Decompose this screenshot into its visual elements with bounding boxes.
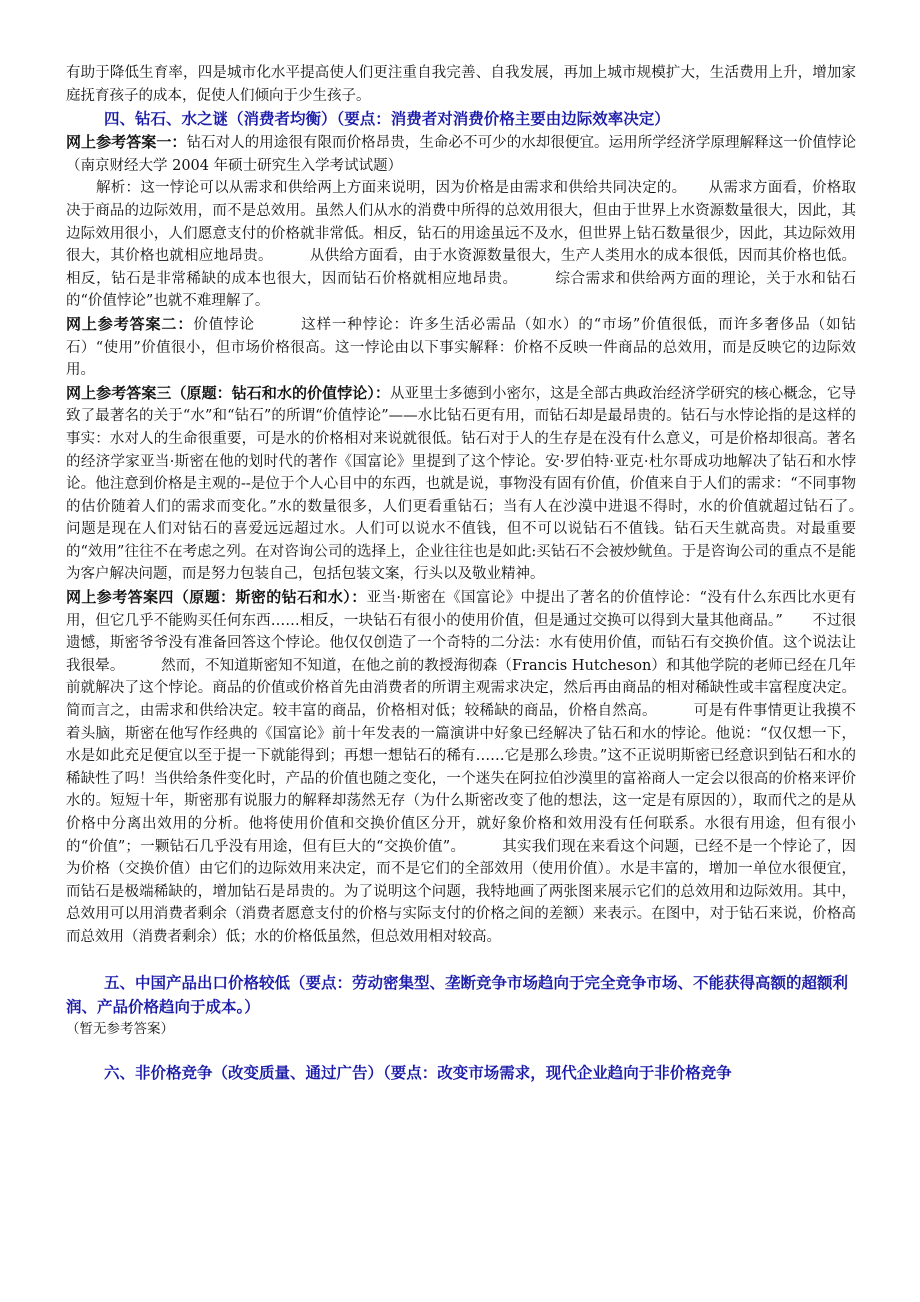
section-4-heading: 四、钻石、水之谜（消费者均衡）（要点：消费者对消费价格主要由边际效率决定） <box>104 110 670 129</box>
answer-1-paragraph <box>66 131 856 177</box>
section-5-note: （暂无参考答案） <box>66 1020 174 1037</box>
answer-3-paragraph <box>66 382 871 586</box>
answer-1-text: 钻石对人的用途很有限而价格昂贵，生命必不可少的水却很便宜。运用所学经济学原理解释这一价值悖论（南京财经大学 2004 年硕士研究生入学考试试题） <box>66 135 856 174</box>
document-page <box>66 62 871 1085</box>
spacer <box>66 1039 856 1061</box>
answer-2-text: 价值悖论 这样一种悖论：许多生活必需品（如水）的“市场”价值很低，而许多奢侈品（如钻石）“使用”价值很小，但市场价格很高。这一悖论由以下事实解释：价格不反映一件商品的总效用，而是反映它的边际效用。 <box>66 316 856 379</box>
answer-3-label: 网上参考答案三（原题：钻石和水的价值悖论）： <box>66 383 390 402</box>
answer-2-label: 网上参考答案二： <box>66 314 194 333</box>
spacer <box>66 949 856 971</box>
answer-2-paragraph <box>66 313 856 382</box>
answer-3-text: 从亚里士多德到小密尔，这是全部古典政治经济学研究的核心概念，它导致了最著名的关于“水”和“钻石”的所谓“价值悖论”——水比钻石更有用，而钻石却是最昂贵的。钻石与水悖论指的是这样的事实：水对人的生命很重要，可是水的价格相对来说就很低。钻石对于人的生存是在没有什么意义，可是价格却很高。著名的经济学家亚当·斯密在他的划时代的著作《国富论》里提到了这个悖论。安·罗伯特·亚克·杜尔哥成功地解决了钻石和水悖论。他注意到价格是主观的--是位于个人心目中的东西，也就是说，事物没有固有价值，价值来自于人们的需求：“不同事物的估价随着人们的需求而变化。”水的数量很多，人们更看重钻石；当有人在沙漠中进退不得时，水的价值就超过钻石了。 问题是现在人们对钻石的喜爱远远超过水。人们可以说水不值钱，但不可以说钻石不值钱。钻石天生就高贵。对最重要的“效用”往往不在考虑之列。在对咨询公司的选择上，企业往往也是如此:买钻石不会被炒鱿鱼。于是咨询公司的重点不是能为客户解决问题，而是努力包装自己，包括包装文案，行头以及敬业精神。 <box>66 385 871 583</box>
answer-4-paragraph <box>66 586 856 949</box>
section-5-heading: 五、中国产品出口价格较低（要点：劳动密集型、垄断竞争市场趋向于完全竞争市场、不能获得高额的超额利润、产品价格趋向于成本。） <box>66 973 849 1016</box>
answer-1-analysis: 解析：这一悖论可以从需求和供给两上方面来说明，因为价格是由需求和供给共同决定的。 从需求方面看，价格取决于商品的边际效用，而不是总效用。虽然人们从水的消费中所得的总效用很大，但由于世界上水资源数量很大，因此，其边际效用很小，人们愿意支付的价格就非常低。相反，钻石的用途虽远不及水，但世界上钻石数量很少，因此，其边际效用很大，其价格也就相应地昂贵。 从供给方面看，由于水资源数量很大，生产人类用水的成本很低，因而其价格也低。相反，钻石是非常稀缺的成本也很大，因而钻石价格就相应地昂贵。 综合需求和供给两方面的理论，关于水和钻石的“价值悖论”也就不难理解了。 <box>66 180 856 310</box>
answer-4-label: 网上参考答案四（原题：斯密的钻石和水）： <box>66 588 367 607</box>
answer-4-text: 亚当·斯密在《国富论》中提出了著名的价值悖论：“没有什么东西比水更有用，但它几乎不能购买任何东西……相反，一块钻石有很小的使用价值，但是通过交换可以得到大量其他商品。” 不过很遗憾，斯密爷爷没有准备回答这个悖论。他仅仅创造了一个奇特的二分法：水有使用价值，而钻石有交换价值。这个说法让我很晕。 然而，不知道斯密知不知道，在他之前的教授海彻森（Francis Hutcheson）和其他学院的老师已经在几年前就解决了这个悖论。商品的价值或价格首先由消费者的所谓主观需求决定，然后再由商品的相对稀缺性或丰富程度决定。简而言之，由需求和供给决定。较丰富的商品，价格相对低；较稀缺的商品，价格自然高。 可是有件事情更让我摸不着头脑，斯密在他写作经典的《国富论》前十年发表的一篇演讲中好象已经解决了钻石和水的悖论。他说：“仅仅想一下，水是如此充足便宜以至于提一下就能得到；再想一想钻石的稀有……它是那么珍贵。”这不正说明斯密已经意识到钻石和水的稀缺性了吗！当供给条件变化时，产品的价值也随之变化，一个迷失在阿拉伯沙漠里的富裕商人一定会以很高的价格来评价水的。短短十年，斯密那有说服力的解释却荡然无存（为什么斯密改变了他的想法，这一定是有原因的），取而代之的是从价格中分离出效用的分析。他将使用价值和交换价值区分开，就好象价格和效用没有任何联系。水很有用途，但有很小的“价值”；一颗钻石几乎没有用途，但有巨大的“交换价值”。 其实我们现在来看这个问题，已经不是一个悖论了，因为价格（交换价值）由它们的边际效用来决定，而不是它们的全部效用（使用价值）。水是丰富的，增加一单位水很便宜，而钻石是极端稀缺的，增加钻石是昂贵的。为了说明这个问题，我特地画了两张图来展示它们的总效用和边际效用。其中，总效用可以用消费者剩余（消费者愿意支付的价格与实际支付的价格之间的差额）来表示。在图中，对于钻石来说，价格高而总效用（消费者剩余）低；水的价格低虽然，但总效用相对较高。 <box>66 590 856 945</box>
answer-1-label: 网上参考答案一： <box>66 133 187 152</box>
section-6-heading: 六、非价格竞争（改变质量、通过广告）（要点：改变市场需求，现代企业趋向于非价格竞争 <box>104 1063 732 1082</box>
intro-paragraph-tail: 有助于降低生育率，四是城市化水平提高使人们更注重自我完善、自我发展，再加上城市规模扩大，生活费用上升，增加家庭抚育孩子的成本，促使人们倾向于少生孩子。 <box>66 65 856 104</box>
